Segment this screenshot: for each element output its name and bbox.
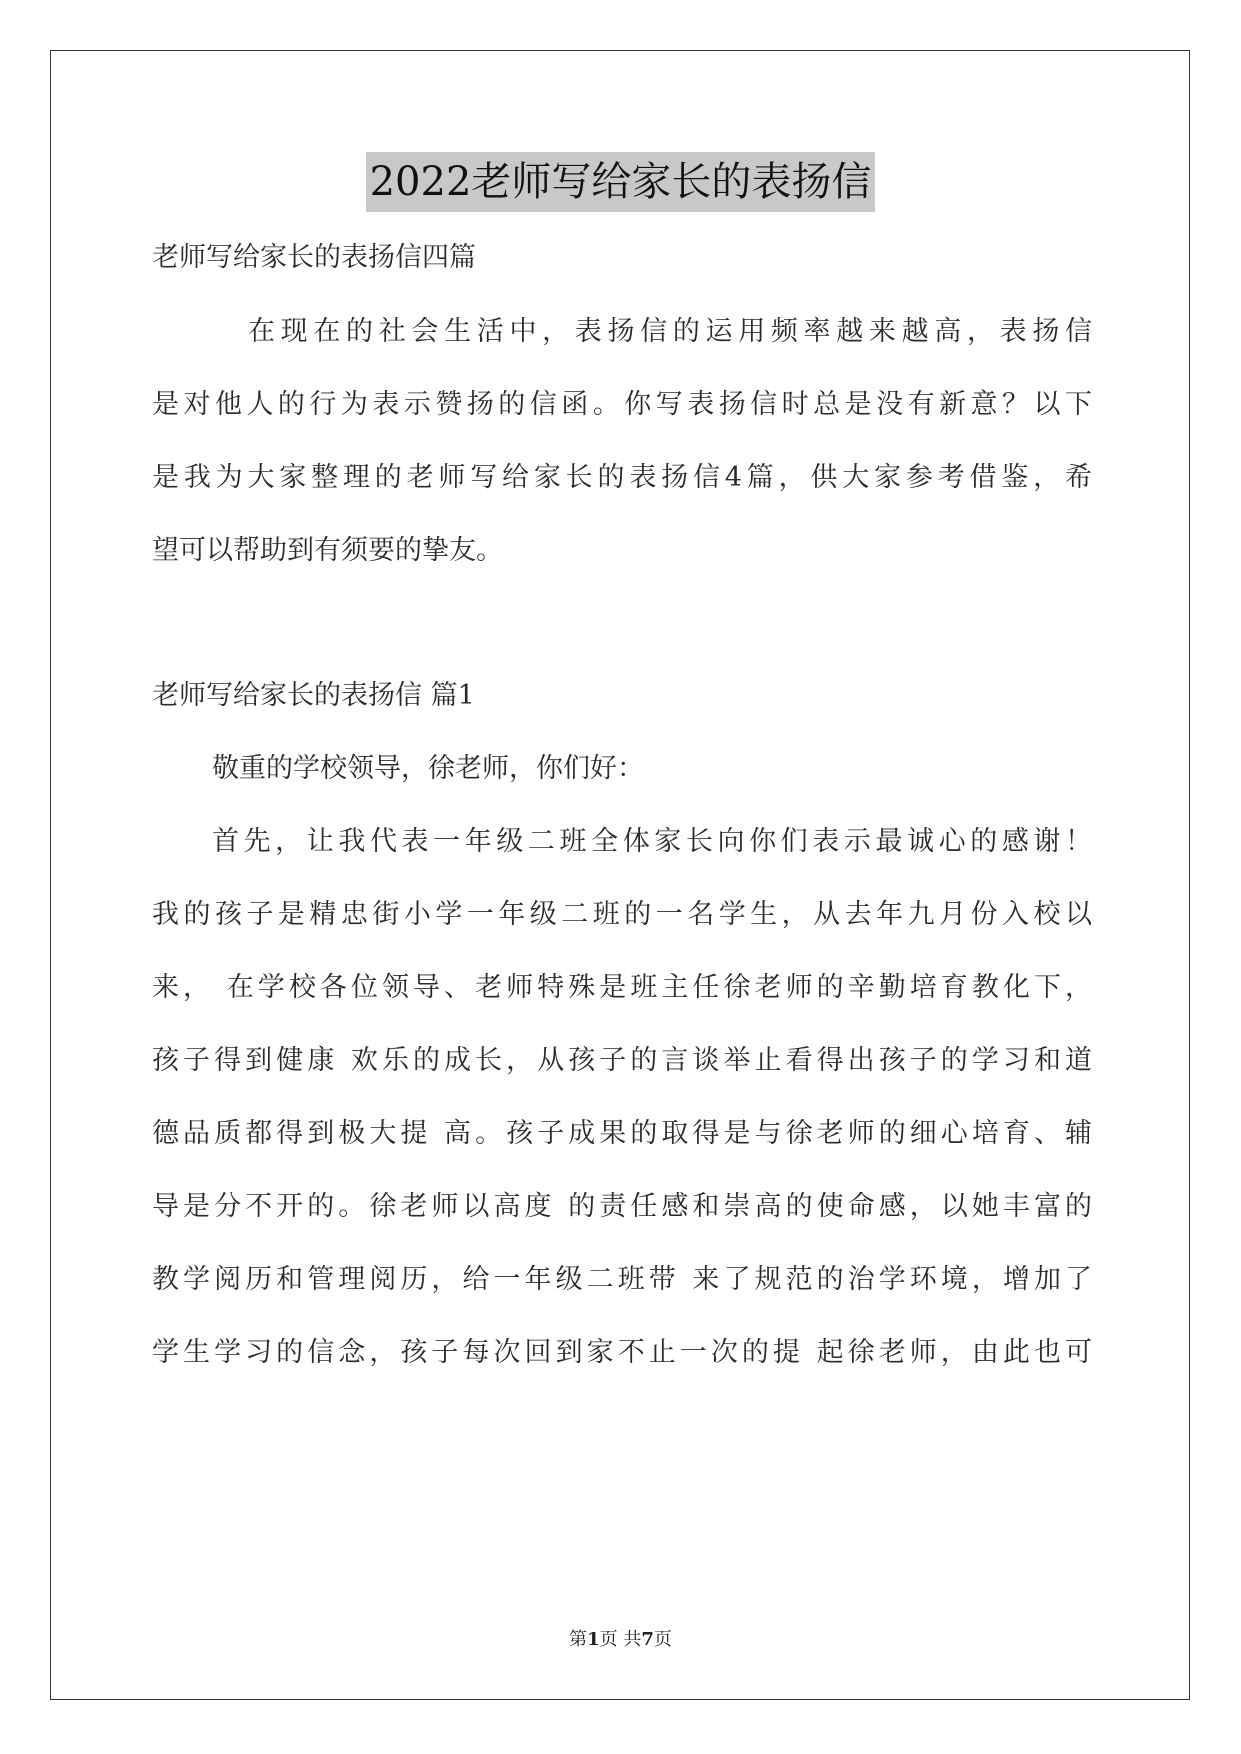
page-suffix: 页: [653, 1629, 672, 1650]
body-line-3[interactable]: 来， 在学校各位领导、老师特殊是班主任徐老师的辛勤培育教化下，: [152, 972, 1092, 1003]
body-line-4[interactable]: 孩子得到健康 欢乐的成长，从孩子的言谈举止看得出孩子的学习和道: [152, 1045, 1092, 1076]
page-footer: [0, 1628, 1241, 1652]
body-line-6[interactable]: 导是分不开的。徐老师以高度 的责任感和崇高的使命感，以她丰富的: [152, 1191, 1092, 1222]
intro-line-3[interactable]: 是我为大家整理的老师写给家长的表扬信4篇，供大家参考借鉴，希: [152, 462, 1092, 493]
total-page-number: 7: [641, 1629, 654, 1650]
section-heading[interactable]: 老师写给家长的表扬信 篇1: [152, 680, 475, 711]
body-line-1[interactable]: 首先，让我代表一年级二班全体家长向你们表示最诚心的感谢！: [212, 826, 1092, 857]
document-subtitle[interactable]: 老师写给家长的表扬信四篇: [152, 242, 476, 273]
intro-line-4[interactable]: 望可以帮助到有须要的挚友。: [152, 535, 503, 566]
page-mid: 页 共: [599, 1629, 642, 1650]
body-line-5[interactable]: 德品质都得到极大提 高。孩子成果的取得是与徐老师的细心培育、辅: [152, 1118, 1092, 1149]
letter-greeting[interactable]: 敬重的学校领导，徐老师，你们好：: [212, 753, 644, 784]
page-prefix: 第: [569, 1629, 588, 1650]
intro-line-1[interactable]: 在现在的社会生活中，表扬信的运用频率越来越高，表扬信: [248, 316, 1092, 347]
current-page-number: 1: [587, 1629, 600, 1650]
document-title[interactable]: 2022老师写给家长的表扬信: [366, 152, 876, 212]
body-line-7[interactable]: 教学阅历和管理阅历，给一年级二班带 来了规范的治学环境，增加了: [152, 1264, 1092, 1295]
intro-line-2[interactable]: 是对他人的行为表示赞扬的信函。你写表扬信时总是没有新意？以下: [152, 389, 1092, 420]
title-container: [0, 152, 1241, 212]
body-line-8[interactable]: 学生学习的信念，孩子每次回到家不止一次的提 起徐老师，由此也可: [152, 1337, 1092, 1368]
page-border: [50, 50, 1190, 1700]
body-line-2[interactable]: 我的孩子是精忠街小学一年级二班的一名学生，从去年九月份入校以: [152, 899, 1092, 930]
